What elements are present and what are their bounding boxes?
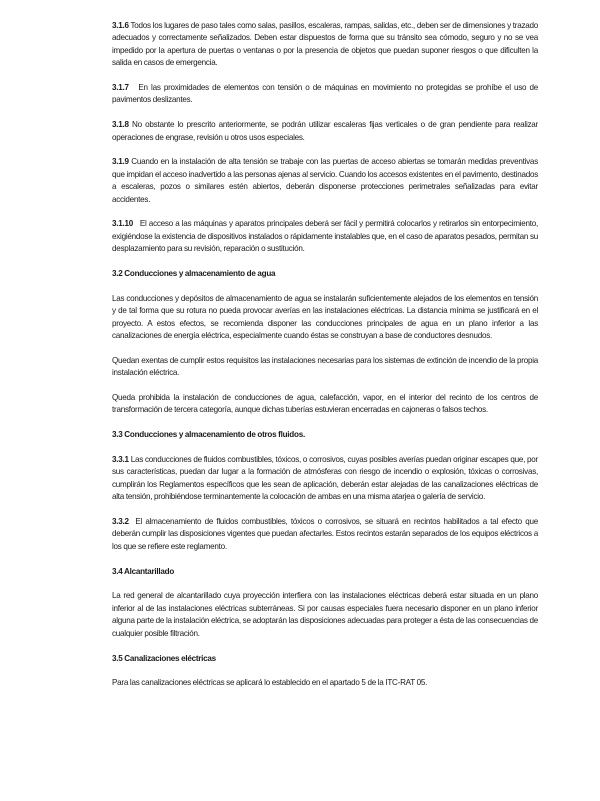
paragraph-3-1-9 <box>112 156 538 206</box>
clause-number: 3.1.7 <box>112 83 129 93</box>
paragraph-text: Para las canalizaciones eléctricas se aplicará lo establecido en el apartado 5 de la ITC-RAT 05. <box>112 678 428 688</box>
paragraph-text: Quedan exentas de cumplir estos requisitos las instalaciones necesarias para los sistemas de extinción de incendio de la propia instalación eléctrica. <box>112 355 538 378</box>
section-heading-3-4: 3.4 Alcantarillado <box>112 566 175 576</box>
paragraph-text: Las conducciones de fluidos combustibles, tóxicos, o corrosivos, cuyas posibles averías puedan originar escapes que, por sus características, puedan dar lugar a la formación de atmósferas con riesgo de incendio o explosión, tóxicas o corrosivas, cumplirán los Reglamentos específicos que les sean de aplicación, deberán estar alejadas de las canalizaciones eléctricas de alta tensión, prohibiéndose terminantemente la colocación de ambas en una misma atarjea o galería de servicio. <box>112 455 538 502</box>
paragraph-text: La red general de alcantarillado cuya proyección interfiera con las instalaciones eléctricas deberá estar situada en un plano inferior al de las instalaciones eléctricas subterráneas. Si por causas especiales fuera necesario disponer en un plano inferior alguna parte de la instalación eléctrica, se adoptarán las disposiciones adecuadas para proteger a ésta de las consecuencias de cualquier posible filtración. <box>112 591 538 638</box>
paragraph-text: No obstante lo prescrito anteriormente, se podrán utilizar escaleras fijas verticales o de gran pendiente para realizar operaciones de engrase, revisión u otros usos especiales. <box>112 120 538 142</box>
paragraph-sewer <box>112 590 538 640</box>
clause-number: 3.1.6 <box>112 21 129 30</box>
clause-number: 3.3.2 <box>112 517 129 527</box>
paragraph-text: Cuando en la instalación de alta tensión se trabaje con las puertas de acceso abiertas se tomarán medidas preventivas que impidan el acceso inadvertido a las personas ajenas al servicio. Cuando los accesos existentes en el pavimento, destinados a escaleras, pozos o similares estén abiertos, deberán disponerse protecciones perimetrales señalizadas para evitar accidentes. <box>112 157 538 204</box>
paragraph-3-3-1 <box>112 454 538 504</box>
paragraph-prohibition <box>112 392 538 417</box>
paragraph-text: Queda prohibida la instalación de conducciones de agua, calefacción, vapor, en el interior del recinto de los centros de transformación de tercera categoría, aunque dichas tuberías estuvieran encerradas en cajoneras o falsos techos. <box>112 393 538 415</box>
clause-number: 3.1.8 <box>112 120 129 130</box>
paragraph-3-1-10 <box>112 218 538 255</box>
section-heading-3-2: 3.2 Conducciones y almacenamiento de agua <box>112 269 276 279</box>
paragraph-3-3-2 <box>112 516 538 553</box>
paragraph-exemptions <box>112 355 538 380</box>
paragraph-text: Todos los lugares de paso tales como salas, pasillos, escaleras, rampas, salidas, etc., deben ser de dimensiones y trazado adecuados y correctamente señalizados. Deben estar dispuestos de forma que su tránsito sea cómodo, seguro y no se vea impedido por la apertura de puertas o ventanas o por la presencia de objetos que puedan suponer riesgos o que dificulten la salida en casos de emergencia. <box>112 21 539 68</box>
paragraph-3-1-6 <box>112 20 538 70</box>
paragraph-text: En las proximidades de elementos con tensión o de máquinas en movimiento no protegidas se prohíbe el uso de pavimentos deslizantes. <box>112 83 538 105</box>
paragraph-text: El acceso a las máquinas y aparatos principales deberá ser fácil y permitirá colocarlos y retirarlos sin entorpecimiento, exigiéndose la existencia de dispositivos instalados o rápidamente instalables que, en el caso de aparatos pesados, permitan su desplazamiento para su revisión, reparación o sustitución. <box>112 219 538 254</box>
section-heading-3-3: 3.3 Conducciones y almacenamiento de otros fluidos. <box>112 430 305 440</box>
clause-number: 3.1.10 <box>112 219 134 229</box>
clause-number: 3.1.9 <box>112 157 129 167</box>
paragraph-water-pipes <box>112 293 538 343</box>
paragraph-3-1-8 <box>112 119 538 144</box>
clause-number: 3.3.1 <box>112 455 129 465</box>
paragraph-electrical-channels <box>112 677 538 689</box>
paragraph-text: Las conducciones y depósitos de almacenamiento de agua se instalarán suficientemente alejados de los elementos en tensión y de tal forma que su rotura no pueda provocar averías en las instalaciones eléctricas. La distancia mínima se justificará en el proyecto. A estos efectos, se recomienda disponer las conducciones principales de agua en un plano inferior a las canalizaciones de energía eléctrica, especialmente cuando éstas se construyan a base de conductores desnudos. <box>112 293 538 341</box>
document-page <box>112 20 538 702</box>
paragraph-text: El almacenamiento de fluidos combustibles, tóxicos o corrosivos, se situará en recintos habilitados a tal efecto que deberán cumplir las disposiciones vigentes que puedan afectarles. Estos recintos estarán separados de los equipos eléctricos a los que se refiere este reglamento. <box>112 517 538 551</box>
paragraph-3-1-7 <box>112 82 538 107</box>
section-heading-3-5: 3.5 Canalizaciones eléctricas <box>112 653 216 663</box>
